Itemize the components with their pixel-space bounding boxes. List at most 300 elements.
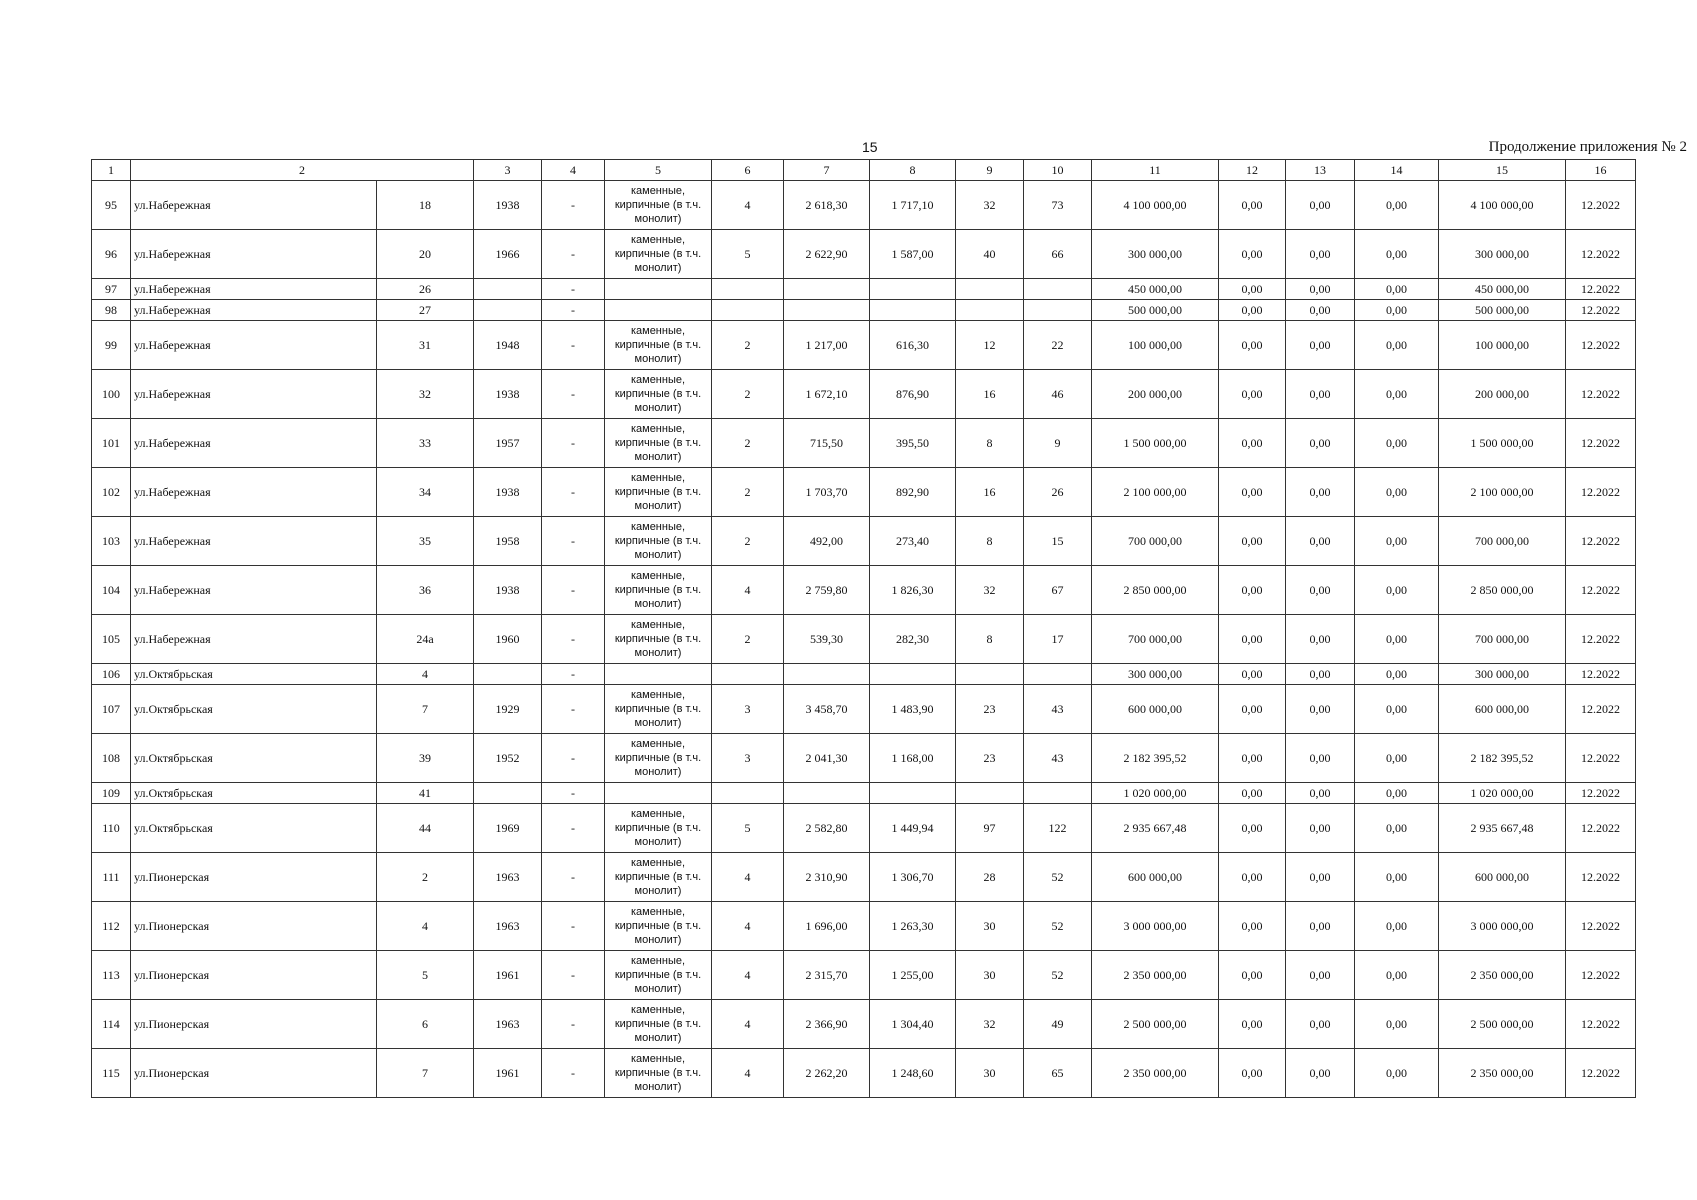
table-cell: 2 350 000,00 bbox=[1092, 1049, 1219, 1098]
table-cell: 24а bbox=[377, 615, 474, 664]
table-cell: 98 bbox=[92, 300, 131, 321]
table-cell: 96 bbox=[92, 230, 131, 279]
table-cell: 12.2022 bbox=[1566, 804, 1636, 853]
table-cell: 52 bbox=[1024, 951, 1092, 1000]
table-cell: 700 000,00 bbox=[1439, 517, 1566, 566]
table-cell: 40 bbox=[956, 230, 1024, 279]
table-cell: 12.2022 bbox=[1566, 181, 1636, 230]
table-cell: 1 500 000,00 bbox=[1092, 419, 1219, 468]
table-cell: 1961 bbox=[474, 951, 542, 1000]
table-cell: 114 bbox=[92, 1000, 131, 1049]
table-cell: каменные, кирпичные (в т.ч. монолит) bbox=[605, 1000, 712, 1049]
table-cell: ул.Октябрьская bbox=[131, 804, 377, 853]
table-cell: 41 bbox=[377, 783, 474, 804]
table-cell: 2 850 000,00 bbox=[1092, 566, 1219, 615]
table-cell: 1 483,90 bbox=[870, 685, 956, 734]
table-cell: 12.2022 bbox=[1566, 517, 1636, 566]
table-cell: 0,00 bbox=[1286, 664, 1355, 685]
table-cell: 0,00 bbox=[1355, 664, 1439, 685]
table-cell: 16 bbox=[956, 468, 1024, 517]
table-cell: 600 000,00 bbox=[1439, 853, 1566, 902]
table-cell: 30 bbox=[956, 902, 1024, 951]
table-row bbox=[92, 1049, 1636, 1098]
table-cell: ул.Октябрьская bbox=[131, 685, 377, 734]
table-cell: 700 000,00 bbox=[1092, 517, 1219, 566]
table-cell: каменные, кирпичные (в т.ч. монолит) bbox=[605, 734, 712, 783]
table-cell: 0,00 bbox=[1355, 1000, 1439, 1049]
table-cell: 5 bbox=[377, 951, 474, 1000]
table-cell: 0,00 bbox=[1286, 181, 1355, 230]
table-cell: 0,00 bbox=[1286, 853, 1355, 902]
table-cell: 3 bbox=[712, 685, 784, 734]
table-cell: ул.Набережная bbox=[131, 300, 377, 321]
table-cell: 1 263,30 bbox=[870, 902, 956, 951]
table-cell: 1938 bbox=[474, 468, 542, 517]
table-cell: 2 100 000,00 bbox=[1439, 468, 1566, 517]
table-cell bbox=[956, 279, 1024, 300]
table-cell: 282,30 bbox=[870, 615, 956, 664]
table-cell: 2 935 667,48 bbox=[1439, 804, 1566, 853]
table-cell: - bbox=[542, 1000, 605, 1049]
table-cell: 113 bbox=[92, 951, 131, 1000]
table-cell: 4 bbox=[377, 902, 474, 951]
table-cell: 2 182 395,52 bbox=[1439, 734, 1566, 783]
table-cell: 2 350 000,00 bbox=[1439, 1049, 1566, 1098]
table-cell: 600 000,00 bbox=[1092, 853, 1219, 902]
table-cell bbox=[1024, 783, 1092, 804]
table-cell bbox=[956, 664, 1024, 685]
table-cell: 23 bbox=[956, 734, 1024, 783]
table-cell: 5 bbox=[712, 230, 784, 279]
table-cell: 0,00 bbox=[1219, 783, 1286, 804]
table-cell: 1 255,00 bbox=[870, 951, 956, 1000]
table-row bbox=[92, 1000, 1636, 1049]
table-cell: - bbox=[542, 419, 605, 468]
table-row bbox=[92, 517, 1636, 566]
table-cell: 0,00 bbox=[1286, 321, 1355, 370]
table-cell: 0,00 bbox=[1355, 615, 1439, 664]
table-row bbox=[92, 370, 1636, 419]
table-cell: 12.2022 bbox=[1566, 321, 1636, 370]
table-cell: - bbox=[542, 853, 605, 902]
table-cell: 26 bbox=[377, 279, 474, 300]
table-cell: 8 bbox=[956, 517, 1024, 566]
table-cell: 1958 bbox=[474, 517, 542, 566]
table-cell: ул.Набережная bbox=[131, 468, 377, 517]
table-cell: 4 bbox=[712, 181, 784, 230]
table-cell bbox=[956, 300, 1024, 321]
table-cell: 65 bbox=[1024, 1049, 1092, 1098]
table-cell: каменные, кирпичные (в т.ч. монолит) bbox=[605, 951, 712, 1000]
table-cell: 2 366,90 bbox=[784, 1000, 870, 1049]
table-cell: - bbox=[542, 615, 605, 664]
table-cell: 1938 bbox=[474, 181, 542, 230]
table-cell: 0,00 bbox=[1355, 517, 1439, 566]
table-cell bbox=[784, 279, 870, 300]
column-number: 5 bbox=[605, 160, 712, 181]
page-number: 15 bbox=[862, 139, 878, 155]
column-number: 12 bbox=[1219, 160, 1286, 181]
table-cell: 32 bbox=[956, 181, 1024, 230]
table-cell bbox=[712, 664, 784, 685]
table-cell: 539,30 bbox=[784, 615, 870, 664]
table-cell bbox=[956, 783, 1024, 804]
table-cell: 7 bbox=[377, 685, 474, 734]
table-cell: 0,00 bbox=[1286, 300, 1355, 321]
table-cell bbox=[474, 783, 542, 804]
table-cell: 32 bbox=[956, 566, 1024, 615]
table-cell: каменные, кирпичные (в т.ч. монолит) bbox=[605, 370, 712, 419]
table-cell bbox=[870, 783, 956, 804]
column-number: 16 bbox=[1566, 160, 1636, 181]
table-cell: 32 bbox=[377, 370, 474, 419]
column-number: 13 bbox=[1286, 160, 1355, 181]
table-cell: 0,00 bbox=[1355, 566, 1439, 615]
table-cell: 200 000,00 bbox=[1092, 370, 1219, 419]
table-cell bbox=[605, 300, 712, 321]
table-cell: 12.2022 bbox=[1566, 566, 1636, 615]
table-cell: 2 100 000,00 bbox=[1092, 468, 1219, 517]
table-cell: ул.Пионерская bbox=[131, 1000, 377, 1049]
table-cell: 1 020 000,00 bbox=[1092, 783, 1219, 804]
table-cell: 12.2022 bbox=[1566, 664, 1636, 685]
table-cell: 0,00 bbox=[1219, 181, 1286, 230]
table-cell: - bbox=[542, 664, 605, 685]
table-cell: 1969 bbox=[474, 804, 542, 853]
table-cell: 0,00 bbox=[1219, 804, 1286, 853]
table-cell: 1963 bbox=[474, 902, 542, 951]
table-row bbox=[92, 951, 1636, 1000]
table-cell: ул.Набережная bbox=[131, 517, 377, 566]
table-cell: ул.Набережная bbox=[131, 230, 377, 279]
table-cell bbox=[474, 279, 542, 300]
table-cell: 492,00 bbox=[784, 517, 870, 566]
table-cell: 0,00 bbox=[1355, 685, 1439, 734]
table-cell: 0,00 bbox=[1355, 300, 1439, 321]
table-cell: ул.Набережная bbox=[131, 181, 377, 230]
column-number: 6 bbox=[712, 160, 784, 181]
table-cell: 16 bbox=[956, 370, 1024, 419]
table-row bbox=[92, 419, 1636, 468]
table-cell: 0,00 bbox=[1286, 734, 1355, 783]
table-cell: 17 bbox=[1024, 615, 1092, 664]
table-cell: 0,00 bbox=[1286, 279, 1355, 300]
table-cell: 3 000 000,00 bbox=[1092, 902, 1219, 951]
table-cell: 18 bbox=[377, 181, 474, 230]
table-cell: 104 bbox=[92, 566, 131, 615]
table-cell: 27 bbox=[377, 300, 474, 321]
table-cell: 300 000,00 bbox=[1439, 664, 1566, 685]
table-cell: 15 bbox=[1024, 517, 1092, 566]
table-cell: ул.Набережная bbox=[131, 566, 377, 615]
table-cell: каменные, кирпичные (в т.ч. монолит) bbox=[605, 853, 712, 902]
table-cell: 105 bbox=[92, 615, 131, 664]
column-number: 10 bbox=[1024, 160, 1092, 181]
table-cell: 12.2022 bbox=[1566, 279, 1636, 300]
table-cell: 34 bbox=[377, 468, 474, 517]
table-cell: 2 850 000,00 bbox=[1439, 566, 1566, 615]
table-cell: 3 bbox=[712, 734, 784, 783]
table-cell: 112 bbox=[92, 902, 131, 951]
table-cell: ул.Набережная bbox=[131, 279, 377, 300]
table-cell: 3 000 000,00 bbox=[1439, 902, 1566, 951]
table-cell: 0,00 bbox=[1219, 468, 1286, 517]
table-cell: 0,00 bbox=[1219, 230, 1286, 279]
table-cell: 300 000,00 bbox=[1092, 664, 1219, 685]
table-cell bbox=[1024, 300, 1092, 321]
table-cell: 0,00 bbox=[1286, 1049, 1355, 1098]
column-number: 11 bbox=[1092, 160, 1219, 181]
table-cell: 6 bbox=[377, 1000, 474, 1049]
table-cell: 36 bbox=[377, 566, 474, 615]
table-cell: 600 000,00 bbox=[1092, 685, 1219, 734]
table-cell: 0,00 bbox=[1286, 685, 1355, 734]
table-cell: 12.2022 bbox=[1566, 1000, 1636, 1049]
table-cell: 12 bbox=[956, 321, 1024, 370]
table-cell: 1 217,00 bbox=[784, 321, 870, 370]
table-cell: 0,00 bbox=[1219, 419, 1286, 468]
table-cell: 1961 bbox=[474, 1049, 542, 1098]
table-cell bbox=[605, 783, 712, 804]
table-cell: 31 bbox=[377, 321, 474, 370]
table-cell: 0,00 bbox=[1219, 664, 1286, 685]
table-cell bbox=[1024, 279, 1092, 300]
table-cell: 2 bbox=[377, 853, 474, 902]
table-cell: 4 100 000,00 bbox=[1439, 181, 1566, 230]
table-cell: 8 bbox=[956, 419, 1024, 468]
table-cell: 450 000,00 bbox=[1092, 279, 1219, 300]
table-cell: 115 bbox=[92, 1049, 131, 1098]
table-row bbox=[92, 853, 1636, 902]
table-cell: 0,00 bbox=[1219, 1049, 1286, 1098]
table-cell: 108 bbox=[92, 734, 131, 783]
table-cell: ул.Октябрьская bbox=[131, 734, 377, 783]
table-cell: 0,00 bbox=[1219, 853, 1286, 902]
table-cell: ул.Набережная bbox=[131, 419, 377, 468]
table-cell: 2 bbox=[712, 419, 784, 468]
table-cell: 7 bbox=[377, 1049, 474, 1098]
table-cell: 0,00 bbox=[1355, 181, 1439, 230]
table-cell: 4 bbox=[712, 1049, 784, 1098]
table-cell: 0,00 bbox=[1219, 370, 1286, 419]
table-cell: 2 bbox=[712, 468, 784, 517]
table-cell: 3 458,70 bbox=[784, 685, 870, 734]
table-cell bbox=[605, 664, 712, 685]
table-cell: 2 310,90 bbox=[784, 853, 870, 902]
table-cell: - bbox=[542, 300, 605, 321]
table-cell: 1963 bbox=[474, 1000, 542, 1049]
table-cell: 0,00 bbox=[1286, 419, 1355, 468]
table-cell: каменные, кирпичные (в т.ч. монолит) bbox=[605, 804, 712, 853]
apartment-buildings-table bbox=[91, 159, 1636, 1098]
table-cell: 101 bbox=[92, 419, 131, 468]
table-cell: 100 000,00 bbox=[1439, 321, 1566, 370]
column-number-row bbox=[92, 160, 1636, 181]
table-cell: 109 bbox=[92, 783, 131, 804]
table-cell: 12.2022 bbox=[1566, 468, 1636, 517]
table-cell: 12.2022 bbox=[1566, 230, 1636, 279]
table-cell bbox=[712, 783, 784, 804]
table-cell: 2 bbox=[712, 370, 784, 419]
table-cell: - bbox=[542, 734, 605, 783]
table-cell: 30 bbox=[956, 951, 1024, 1000]
table-cell: 2 935 667,48 bbox=[1092, 804, 1219, 853]
table-cell: ул.Пионерская bbox=[131, 853, 377, 902]
table-cell: 44 bbox=[377, 804, 474, 853]
table-cell: 1 826,30 bbox=[870, 566, 956, 615]
table-row bbox=[92, 685, 1636, 734]
table-cell: - bbox=[542, 279, 605, 300]
table-cell: каменные, кирпичные (в т.ч. монолит) bbox=[605, 685, 712, 734]
table-cell: 0,00 bbox=[1219, 1000, 1286, 1049]
table-cell: 1 696,00 bbox=[784, 902, 870, 951]
table-cell: 12.2022 bbox=[1566, 1049, 1636, 1098]
table-cell: 1938 bbox=[474, 566, 542, 615]
table-cell: 1 304,40 bbox=[870, 1000, 956, 1049]
table-cell: 2 182 395,52 bbox=[1092, 734, 1219, 783]
table-cell: 1 248,60 bbox=[870, 1049, 956, 1098]
table-cell: 1966 bbox=[474, 230, 542, 279]
table-cell: 1 449,94 bbox=[870, 804, 956, 853]
table-cell: 102 bbox=[92, 468, 131, 517]
table-cell: ул.Октябрьская bbox=[131, 664, 377, 685]
table-cell: 12.2022 bbox=[1566, 685, 1636, 734]
table-cell: 0,00 bbox=[1355, 419, 1439, 468]
table-cell: каменные, кирпичные (в т.ч. монолит) bbox=[605, 181, 712, 230]
table-cell: 12.2022 bbox=[1566, 783, 1636, 804]
table-cell: 2 041,30 bbox=[784, 734, 870, 783]
table-cell: 700 000,00 bbox=[1092, 615, 1219, 664]
table-cell: 1 672,10 bbox=[784, 370, 870, 419]
table-cell: - bbox=[542, 468, 605, 517]
table-cell: каменные, кирпичные (в т.ч. монолит) bbox=[605, 419, 712, 468]
table-cell: 0,00 bbox=[1286, 468, 1355, 517]
table-cell: каменные, кирпичные (в т.ч. монолит) bbox=[605, 1049, 712, 1098]
table-cell: ул.Пионерская bbox=[131, 951, 377, 1000]
table-row bbox=[92, 804, 1636, 853]
table-cell: 0,00 bbox=[1219, 566, 1286, 615]
table-cell bbox=[870, 279, 956, 300]
table-cell: 0,00 bbox=[1286, 615, 1355, 664]
table-cell: - bbox=[542, 566, 605, 615]
column-number: 2 bbox=[131, 160, 474, 181]
table-cell: 1929 bbox=[474, 685, 542, 734]
table-cell: 4 bbox=[712, 951, 784, 1000]
table-cell: 12.2022 bbox=[1566, 300, 1636, 321]
column-number: 3 bbox=[474, 160, 542, 181]
table-cell bbox=[474, 300, 542, 321]
table-cell: 2 759,80 bbox=[784, 566, 870, 615]
table-cell: 0,00 bbox=[1219, 902, 1286, 951]
column-number: 14 bbox=[1355, 160, 1439, 181]
table-cell: 715,50 bbox=[784, 419, 870, 468]
table-cell: - bbox=[542, 902, 605, 951]
table-row bbox=[92, 734, 1636, 783]
table-cell: - bbox=[542, 1049, 605, 1098]
table-cell: 2 262,20 bbox=[784, 1049, 870, 1098]
table-cell: 12.2022 bbox=[1566, 419, 1636, 468]
table-cell: 300 000,00 bbox=[1439, 230, 1566, 279]
table-cell: 0,00 bbox=[1286, 804, 1355, 853]
table-row bbox=[92, 566, 1636, 615]
table-cell: 67 bbox=[1024, 566, 1092, 615]
table-cell: 2 618,30 bbox=[784, 181, 870, 230]
table-cell: 1938 bbox=[474, 370, 542, 419]
table-cell: 12.2022 bbox=[1566, 370, 1636, 419]
table-cell: 0,00 bbox=[1355, 804, 1439, 853]
table-cell: 500 000,00 bbox=[1439, 300, 1566, 321]
table-cell: 1952 bbox=[474, 734, 542, 783]
table-cell: 1 703,70 bbox=[784, 468, 870, 517]
table-cell: 9 bbox=[1024, 419, 1092, 468]
table-cell: 0,00 bbox=[1219, 734, 1286, 783]
table-cell: 100 bbox=[92, 370, 131, 419]
table-cell: 4 bbox=[712, 902, 784, 951]
table-cell: 4 bbox=[712, 853, 784, 902]
table-cell: 52 bbox=[1024, 902, 1092, 951]
table-cell: 32 bbox=[956, 1000, 1024, 1049]
table-cell bbox=[784, 783, 870, 804]
table-row bbox=[92, 902, 1636, 951]
table-cell: 2 bbox=[712, 615, 784, 664]
table-cell: 95 bbox=[92, 181, 131, 230]
table-cell: 892,90 bbox=[870, 468, 956, 517]
table-cell: 97 bbox=[92, 279, 131, 300]
table-row bbox=[92, 468, 1636, 517]
table-cell: 0,00 bbox=[1355, 230, 1439, 279]
table-row bbox=[92, 230, 1636, 279]
column-number: 4 bbox=[542, 160, 605, 181]
table-cell bbox=[870, 300, 956, 321]
table-cell: каменные, кирпичные (в т.ч. монолит) bbox=[605, 902, 712, 951]
table-cell: 100 000,00 bbox=[1092, 321, 1219, 370]
table-cell: 700 000,00 bbox=[1439, 615, 1566, 664]
table-cell: 273,40 bbox=[870, 517, 956, 566]
table-cell: 1 168,00 bbox=[870, 734, 956, 783]
table-cell: 1948 bbox=[474, 321, 542, 370]
table-cell: 1 500 000,00 bbox=[1439, 419, 1566, 468]
table-cell: 33 bbox=[377, 419, 474, 468]
table-cell: - bbox=[542, 517, 605, 566]
table-cell: 0,00 bbox=[1286, 783, 1355, 804]
table-cell: - bbox=[542, 804, 605, 853]
table-cell: 30 bbox=[956, 1049, 1024, 1098]
table-cell: 2 315,70 bbox=[784, 951, 870, 1000]
table-cell: 0,00 bbox=[1355, 279, 1439, 300]
column-number: 7 bbox=[784, 160, 870, 181]
table-cell: каменные, кирпичные (в т.ч. монолит) bbox=[605, 517, 712, 566]
table-cell: 0,00 bbox=[1355, 321, 1439, 370]
table-cell: 0,00 bbox=[1219, 517, 1286, 566]
table-cell: - bbox=[542, 321, 605, 370]
table-cell: 12.2022 bbox=[1566, 615, 1636, 664]
table-cell: - bbox=[542, 370, 605, 419]
table-cell: 0,00 bbox=[1286, 566, 1355, 615]
table-cell: 26 bbox=[1024, 468, 1092, 517]
table-row bbox=[92, 615, 1636, 664]
table-cell: ул.Октябрьская bbox=[131, 783, 377, 804]
table-cell: каменные, кирпичные (в т.ч. монолит) bbox=[605, 615, 712, 664]
table-cell: 106 bbox=[92, 664, 131, 685]
table-cell: 5 bbox=[712, 804, 784, 853]
table-cell: 52 bbox=[1024, 853, 1092, 902]
table-cell: 1 587,00 bbox=[870, 230, 956, 279]
table-cell bbox=[712, 300, 784, 321]
table-cell: 0,00 bbox=[1219, 279, 1286, 300]
table-cell: 0,00 bbox=[1219, 300, 1286, 321]
table-cell: каменные, кирпичные (в т.ч. монолит) bbox=[605, 468, 712, 517]
table-cell: 0,00 bbox=[1355, 853, 1439, 902]
